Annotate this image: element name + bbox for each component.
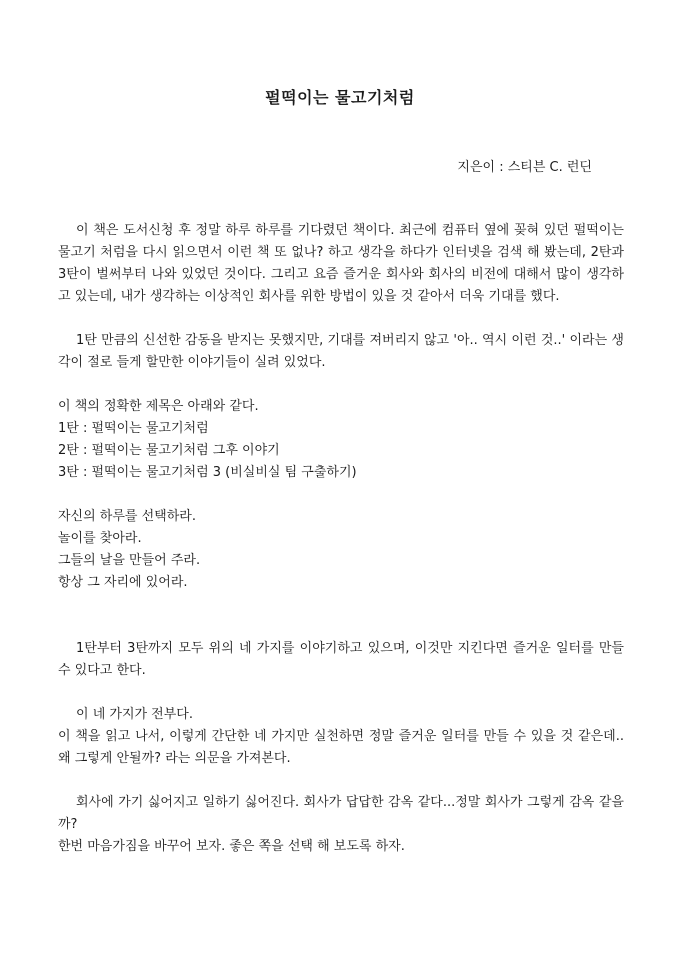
paragraph-3-intro: 이 책의 정확한 제목은 아래와 같다. xyxy=(58,399,259,414)
document-body xyxy=(58,220,624,858)
paragraph-2: 1탄 만큼의 신선한 감동을 받지는 못했지만, 기대를 져버리지 않고 '아.. 역시 이런 것..' 이라는 생각이 절로 들게 할만한 이야기들이 실려 있었다. xyxy=(58,333,624,370)
book-title-1: 1탄 : 펄떡이는 물고기처럼 xyxy=(58,421,209,436)
principle-1: 자신의 하루를 선택하라. xyxy=(58,509,196,524)
paragraph-6-last: 한번 마음가짐을 바꾸어 보자. 좋은 쪽을 선택 해 보도록 하자. xyxy=(58,839,405,854)
principle-2: 놀이를 찾아라. xyxy=(58,531,142,546)
book-title-2: 2탄 : 펄떡이는 물고기처럼 그후 이야기 xyxy=(58,443,280,458)
paragraph-4: 1탄부터 3탄까지 모두 위의 네 가지를 이야기하고 있으며, 이것만 지킨다면 즐거운 일터를 만들 수 있다고 한다. xyxy=(58,641,624,678)
document-title: 펄떡이는 물고기처럼 xyxy=(265,88,415,107)
author-line: 지은이 : 스티븐 C. 런딘 xyxy=(457,160,592,175)
paragraph-5-rest: 이 책을 읽고 나서, 이렇게 간단한 네 가지만 실천하면 정말 즐거운 일터를 만들 수 있을 것 같은데.. 왜 그렇게 안될까? 라는 의문을 가져본다. xyxy=(58,729,624,766)
paragraph-5-line1: 이 네 가지가 전부다. xyxy=(76,707,193,722)
paragraph-6: 회사에 가기 싫어지고 일하기 싫어진다. 회사가 답답한 감옥 같다...정말 회사가 그렇게 감옥 같을까? xyxy=(58,795,624,832)
principle-4: 항상 그 자리에 있어라. xyxy=(58,575,188,590)
paragraph-1: 이 책은 도서신청 후 정말 하루 하루를 기다렸던 책이다. 최근에 컴퓨터 옆에 꽂혀 있던 펄떡이는 물고기 처럼을 다시 읽으면서 이런 책 또 없나? 하고 생각을 하다가 인터넷을 검색 해 봤는데, 2탄과 3탄이 벌써부터 나와 있었던 것이다. 그리고 요즘 즐거운 회사와 회사의 비전에 대해서 많이 생각하고 있는데, 내가 생각하는 이상적인 회사를 위한 방법이 있을 것 같아서 더욱 기대를 했다. xyxy=(58,223,624,304)
book-title-3: 3탄 : 펄떡이는 물고기처럼 3 (비실비실 팀 구출하기) xyxy=(58,465,357,480)
principle-3: 그들의 날을 만들어 주라. xyxy=(58,553,201,568)
